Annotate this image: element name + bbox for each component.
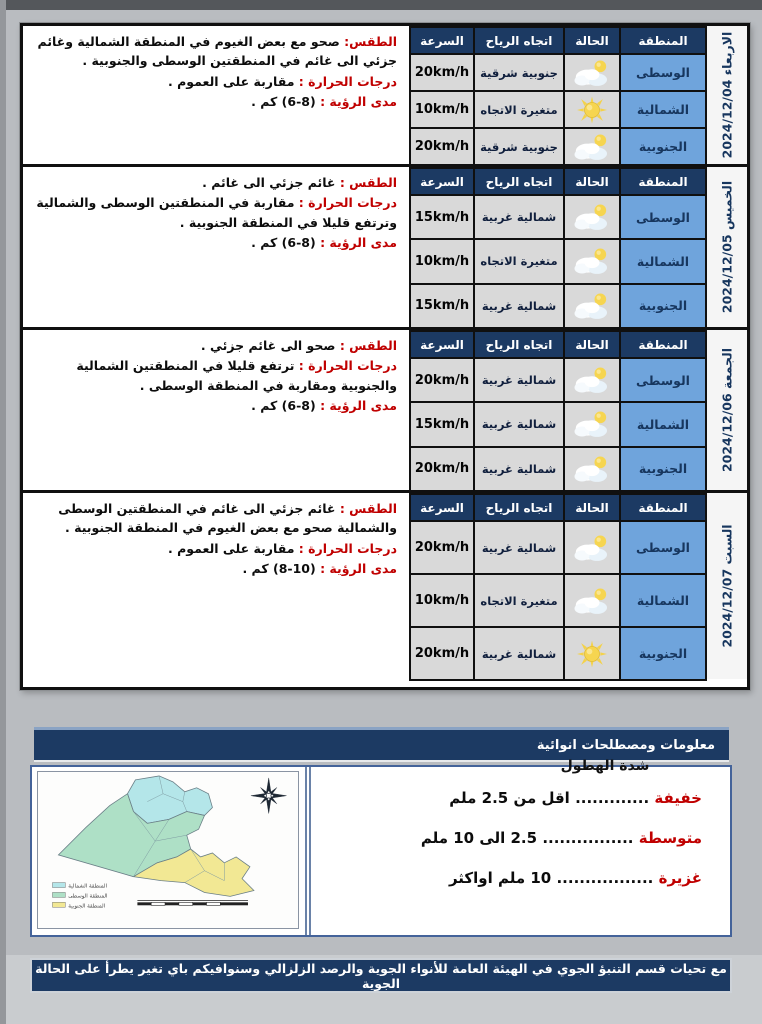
condition-cell	[564, 574, 620, 627]
column-header-region: المنطقة	[620, 494, 706, 521]
cloud-sun-icon	[571, 291, 613, 321]
wind-direction-cell: شمالية غربية	[474, 195, 564, 239]
wind-speed-cell: 20km/h	[410, 128, 474, 165]
region-cell: الجنوبية	[620, 627, 706, 680]
temperature-label: درجات الحرارة :	[298, 195, 397, 211]
forecast-table	[409, 167, 707, 329]
condition-cell	[564, 128, 620, 165]
rain-label: متوسطة	[638, 829, 702, 847]
forecast-table	[409, 26, 707, 166]
cloud-sun-icon	[571, 365, 613, 395]
wind-speed-cell: 20km/h	[410, 627, 474, 680]
wind-speed-cell: 10km/h	[410, 574, 474, 627]
wind-speed-cell: 15km/h	[410, 402, 474, 446]
condition-cell	[564, 195, 620, 239]
column-header-condition: الحالة	[564, 27, 620, 54]
cloud-sun-icon	[571, 58, 613, 88]
wind-direction-cell: متغيرة الاتجاه	[474, 574, 564, 627]
footer-bar	[30, 958, 732, 993]
table-row	[410, 195, 706, 239]
forecast-section-wednesday	[23, 26, 747, 167]
column-header-wind: اتجاه الرياح	[474, 494, 564, 521]
weather-summary	[23, 330, 409, 490]
forecast-section-friday	[23, 330, 747, 493]
rain-value: اقل من 2.5 ملم	[449, 789, 570, 807]
visibility-text: (8-6) كم .	[251, 235, 316, 251]
wind-direction-cell: متغيرة الاتجاه	[474, 239, 564, 283]
table-row	[410, 239, 706, 283]
region-cell: الوسطى	[620, 521, 706, 574]
temperature-line	[31, 539, 397, 558]
wind-direction-cell: شمالية غربية	[474, 627, 564, 680]
wind-speed-cell: 20km/h	[410, 54, 474, 91]
day-label: الجمعة 2024/12/06	[719, 347, 735, 473]
wind-direction-cell: جنوبية شرقية	[474, 128, 564, 165]
weather-line	[31, 32, 397, 71]
wind-direction-cell: متغيرة الاتجاه	[474, 91, 564, 128]
condition-cell	[564, 402, 620, 446]
compass-rose-icon	[251, 778, 287, 814]
weather-label: الطقس:	[344, 34, 397, 49]
weather-text: غائم جزئي الى غائم .	[202, 175, 336, 190]
forecast-table	[409, 493, 707, 681]
day-label: الاربعاء 2024/12/04	[719, 31, 735, 159]
info-box	[30, 758, 732, 937]
visibility-line	[31, 92, 397, 111]
region-cell: الشمالية	[620, 402, 706, 446]
table-row	[410, 521, 706, 574]
temperature-label: درجات الحرارة :	[298, 358, 397, 374]
wind-direction-cell: شمالية غربية	[474, 447, 564, 491]
column-header-speed: السرعة	[410, 168, 474, 195]
condition-cell	[564, 627, 620, 680]
wind-direction-cell: شمالية غربية	[474, 358, 564, 402]
sun-icon	[571, 95, 613, 125]
column-header-region: المنطقة	[620, 331, 706, 358]
column-header-condition: الحالة	[564, 494, 620, 521]
region-cell: الوسطى	[620, 54, 706, 91]
rain-label: غزيرة	[658, 869, 702, 887]
weather-text: صحو الى غائم جزئي .	[200, 338, 336, 353]
condition-cell	[564, 54, 620, 91]
temperature-text: ترتفع قليلا في المنطقتين الشمالية والجنوبية ومقاربة في المنطقة الوسطى .	[76, 358, 397, 393]
map-legend-label-north: المنطقة الشمالية	[68, 883, 108, 890]
table-row	[410, 284, 706, 328]
column-header-speed: السرعة	[410, 27, 474, 54]
table-row	[410, 574, 706, 627]
weather-label: الطقس :	[339, 175, 397, 190]
day-label: السبت 2024/12/07	[719, 524, 735, 648]
weather-label: الطقس :	[339, 338, 397, 353]
table-header-row	[410, 27, 706, 54]
weather-summary	[23, 26, 409, 164]
temperature-text: مقاربة على العموم .	[168, 540, 295, 556]
wind-direction-cell: شمالية غربية	[474, 284, 564, 328]
wind-direction-cell: جنوبية شرقية	[474, 54, 564, 91]
visibility-text: (8-6) كم .	[251, 398, 316, 414]
sun-icon	[571, 639, 613, 669]
day-label-cell	[707, 493, 747, 679]
weather-text: غائم جزئي الى غائم في المنطقتين الوسطى والشمالية صحو مع بعض الغيوم في المنطقة الجنوبية .	[58, 501, 397, 536]
region-cell: الشمالية	[620, 574, 706, 627]
region-cell: الجنوبية	[620, 284, 706, 328]
column-header-wind: اتجاه الرياح	[474, 331, 564, 358]
wind-speed-cell: 10km/h	[410, 91, 474, 128]
wind-speed-cell: 20km/h	[410, 358, 474, 402]
rain-intensity-medium	[322, 829, 702, 847]
table-row	[410, 358, 706, 402]
weather-text: صحو مع بعض الغيوم في المنطقة الشمالية وغائم جزئي الى غائم في المنطقتين الوسطى والجنوبية .	[37, 34, 397, 69]
region-cell: الشمالية	[620, 239, 706, 283]
condition-cell	[564, 358, 620, 402]
table-header-row	[410, 494, 706, 521]
table-row	[410, 447, 706, 491]
temperature-text: مقاربة في المنطقتين الوسطى والشمالية وترتفع قليلا في المنطقة الجنوبية .	[36, 195, 397, 230]
temperature-label: درجات الحرارة :	[298, 540, 397, 556]
rain-intensity-legend	[322, 789, 702, 909]
visibility-label: مدى الرؤية :	[320, 561, 397, 577]
visibility-line	[31, 559, 397, 578]
table-row	[410, 627, 706, 680]
column-header-region: المنطقة	[620, 168, 706, 195]
cloud-sun-icon	[571, 533, 613, 563]
rain-intensity-heavy	[322, 869, 702, 887]
map-scale-bar	[137, 900, 248, 905]
visibility-text: (8-6) كم .	[251, 94, 316, 110]
table-header-row	[410, 168, 706, 195]
column-header-speed: السرعة	[410, 331, 474, 358]
day-label-cell	[707, 330, 747, 490]
visibility-label: مدى الرؤية :	[320, 94, 397, 110]
temperature-label: درجات الحرارة :	[298, 73, 397, 89]
info-banner-title: معلومات ومصطلحات انوائية	[536, 737, 715, 753]
visibility-line	[31, 396, 397, 415]
dots: .............	[575, 789, 650, 807]
region-cell: الجنوبية	[620, 447, 706, 491]
condition-cell	[564, 239, 620, 283]
table-row	[410, 402, 706, 446]
column-header-condition: الحالة	[564, 331, 620, 358]
temperature-text: مقاربة على العموم .	[168, 73, 295, 89]
precipitation-heading-clipped: شدة الهطول	[560, 758, 650, 774]
weather-line	[31, 499, 397, 538]
cloud-sun-icon	[571, 202, 613, 232]
forecast-section-thursday	[23, 167, 747, 330]
temperature-line	[31, 193, 397, 232]
condition-cell	[564, 91, 620, 128]
forecast-section-saturday	[23, 493, 747, 679]
dots: .................	[556, 869, 654, 887]
map-legend-label-central: المنطقة الوسطى	[68, 893, 108, 900]
column-header-speed: السرعة	[410, 494, 474, 521]
iraq-region-map	[37, 771, 299, 929]
visibility-label: مدى الرؤية :	[320, 235, 397, 251]
wind-speed-cell: 20km/h	[410, 521, 474, 574]
region-cell: الجنوبية	[620, 128, 706, 165]
rain-value: 10 ملم اواكثر	[448, 869, 552, 887]
condition-cell	[564, 284, 620, 328]
day-label: الخميس 2024/12/05	[719, 180, 735, 314]
rain-label: خفيفة	[654, 789, 702, 807]
region-cell: الوسطى	[620, 195, 706, 239]
visibility-line	[31, 233, 397, 252]
vertical-divider	[305, 767, 311, 935]
day-label-cell	[707, 26, 747, 164]
forecast-table-frame	[20, 23, 750, 690]
wind-direction-cell: شمالية غربية	[474, 521, 564, 574]
column-header-wind: اتجاه الرياح	[474, 168, 564, 195]
wind-direction-cell: شمالية غربية	[474, 402, 564, 446]
column-header-region: المنطقة	[620, 27, 706, 54]
region-cell: الشمالية	[620, 91, 706, 128]
condition-cell	[564, 521, 620, 574]
cloud-sun-icon	[571, 454, 613, 484]
day-label-cell	[707, 167, 747, 327]
table-row	[410, 128, 706, 165]
rain-intensity-light	[322, 789, 702, 807]
cloud-sun-icon	[571, 586, 613, 616]
column-header-wind: اتجاه الرياح	[474, 27, 564, 54]
visibility-label: مدى الرؤية :	[320, 398, 397, 414]
rain-value: 2.5 الى 10 ملم	[420, 829, 538, 847]
weather-line	[31, 173, 397, 192]
weather-summary	[23, 167, 409, 327]
table-header-row	[410, 331, 706, 358]
iraq-map-svg	[38, 772, 298, 928]
table-row	[410, 54, 706, 91]
cloud-sun-icon	[571, 409, 613, 439]
map-legend-label-south: المنطقة الجنوبية	[68, 903, 106, 910]
wind-speed-cell: 15km/h	[410, 284, 474, 328]
dots: ................	[542, 829, 634, 847]
condition-cell	[564, 447, 620, 491]
weather-label: الطقس :	[339, 501, 397, 516]
forecast-table	[409, 330, 707, 492]
map-legend	[52, 883, 107, 910]
wind-speed-cell: 15km/h	[410, 195, 474, 239]
column-header-condition: الحالة	[564, 168, 620, 195]
wind-speed-cell: 20km/h	[410, 447, 474, 491]
temperature-line	[31, 72, 397, 91]
weather-summary	[23, 493, 409, 679]
footer-text: مع تحيات قسم التنبؤ الجوي في الهيئة العامة للأنواء الجوية والرصد الزلزالي وسنوافيكم باي تغير يطرأ على الحالة الجوية	[35, 960, 727, 991]
wind-speed-cell: 10km/h	[410, 239, 474, 283]
region-cell: الوسطى	[620, 358, 706, 402]
temperature-line	[31, 356, 397, 395]
cloud-sun-icon	[571, 246, 613, 276]
table-row	[410, 91, 706, 128]
visibility-text: (10-8) كم .	[242, 561, 316, 577]
cloud-sun-icon	[571, 132, 613, 162]
weather-line	[31, 336, 397, 355]
